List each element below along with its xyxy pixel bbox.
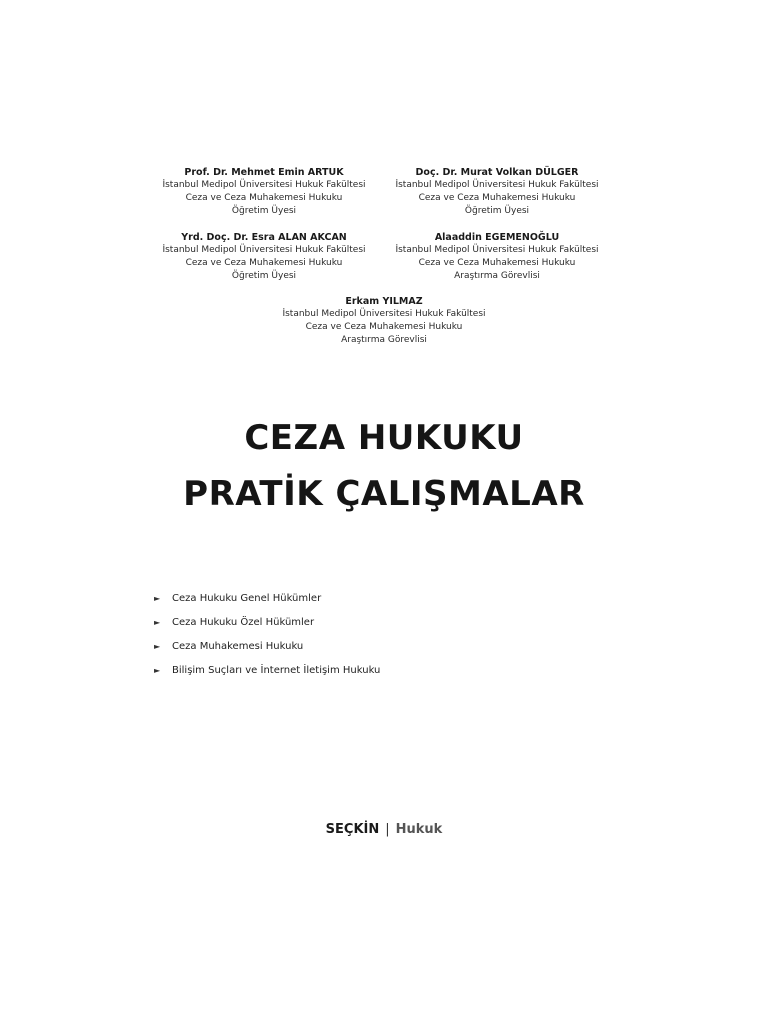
topic-item: [154, 590, 380, 614]
topic-list: [154, 590, 380, 686]
arrow-bullet-icon: ►: [154, 666, 161, 675]
author-affiliation: İstanbul Medipol Üniversitesi Hukuk Fakültesi: [282, 309, 486, 319]
author-affiliation: İstanbul Medipol Üniversitesi Hukuk Fakültesi: [395, 180, 599, 190]
author-name: Erkam YILMAZ: [345, 296, 423, 307]
author-department: Ceza ve Ceza Muhakemesi Hukuku: [418, 193, 576, 203]
author-name: Alaaddin EGEMENOĞLU: [434, 232, 560, 243]
author-affiliation: İstanbul Medipol Üniversitesi Hukuk Fakültesi: [162, 245, 366, 255]
author-name: Doç. Dr. Murat Volkan DÜLGER: [415, 167, 579, 178]
author-position: Öğretim Üyesi: [231, 206, 297, 216]
author-department: Ceza ve Ceza Muhakemesi Hukuku: [305, 322, 463, 332]
topic-label: Ceza Hukuku Genel Hükümler: [172, 593, 322, 604]
author-position: Araştırma Görevlisi: [341, 335, 427, 345]
topic-label: Ceza Muhakemesi Hukuku: [172, 641, 304, 652]
topic-label: Bilişim Suçları ve İnternet İletişim Hukuku: [172, 665, 381, 676]
author-position: Araştırma Görevlisi: [454, 271, 540, 281]
publisher-series: Hukuk: [395, 822, 443, 837]
publisher-logo: [0, 822, 768, 837]
book-title-line-1: CEZA HUKUKU: [244, 418, 524, 458]
arrow-bullet-icon: ►: [154, 642, 161, 651]
author-name: Yrd. Doç. Dr. Esra ALAN AKCAN: [181, 232, 347, 243]
author-block-egemenoglu: [377, 231, 617, 283]
author-department: Ceza ve Ceza Muhakemesi Hukuku: [185, 258, 343, 268]
topic-item: [154, 614, 380, 638]
publisher-name: SEÇKİN: [325, 822, 380, 837]
topic-label: Ceza Hukuku Özel Hükümler: [172, 617, 315, 628]
author-position: Öğretim Üyesi: [464, 206, 530, 216]
arrow-bullet-icon: ►: [154, 618, 161, 627]
author-department: Ceza ve Ceza Muhakemesi Hukuku: [418, 258, 576, 268]
publisher-separator: |: [385, 822, 390, 837]
author-block-akcan: [144, 231, 384, 283]
author-block-artuk: [144, 166, 384, 218]
author-block-dulger: [377, 166, 617, 218]
author-name: Prof. Dr. Mehmet Emin ARTUK: [184, 167, 344, 178]
topic-item: [154, 662, 380, 686]
author-department: Ceza ve Ceza Muhakemesi Hukuku: [185, 193, 343, 203]
author-position: Öğretim Üyesi: [231, 271, 297, 281]
author-affiliation: İstanbul Medipol Üniversitesi Hukuk Fakültesi: [162, 180, 366, 190]
book-title-line-2: PRATİK ÇALIŞMALAR: [183, 474, 585, 514]
arrow-bullet-icon: ►: [154, 594, 161, 603]
author-affiliation: İstanbul Medipol Üniversitesi Hukuk Fakültesi: [395, 245, 599, 255]
author-block-yilmaz: [264, 295, 504, 347]
topic-item: [154, 638, 380, 662]
